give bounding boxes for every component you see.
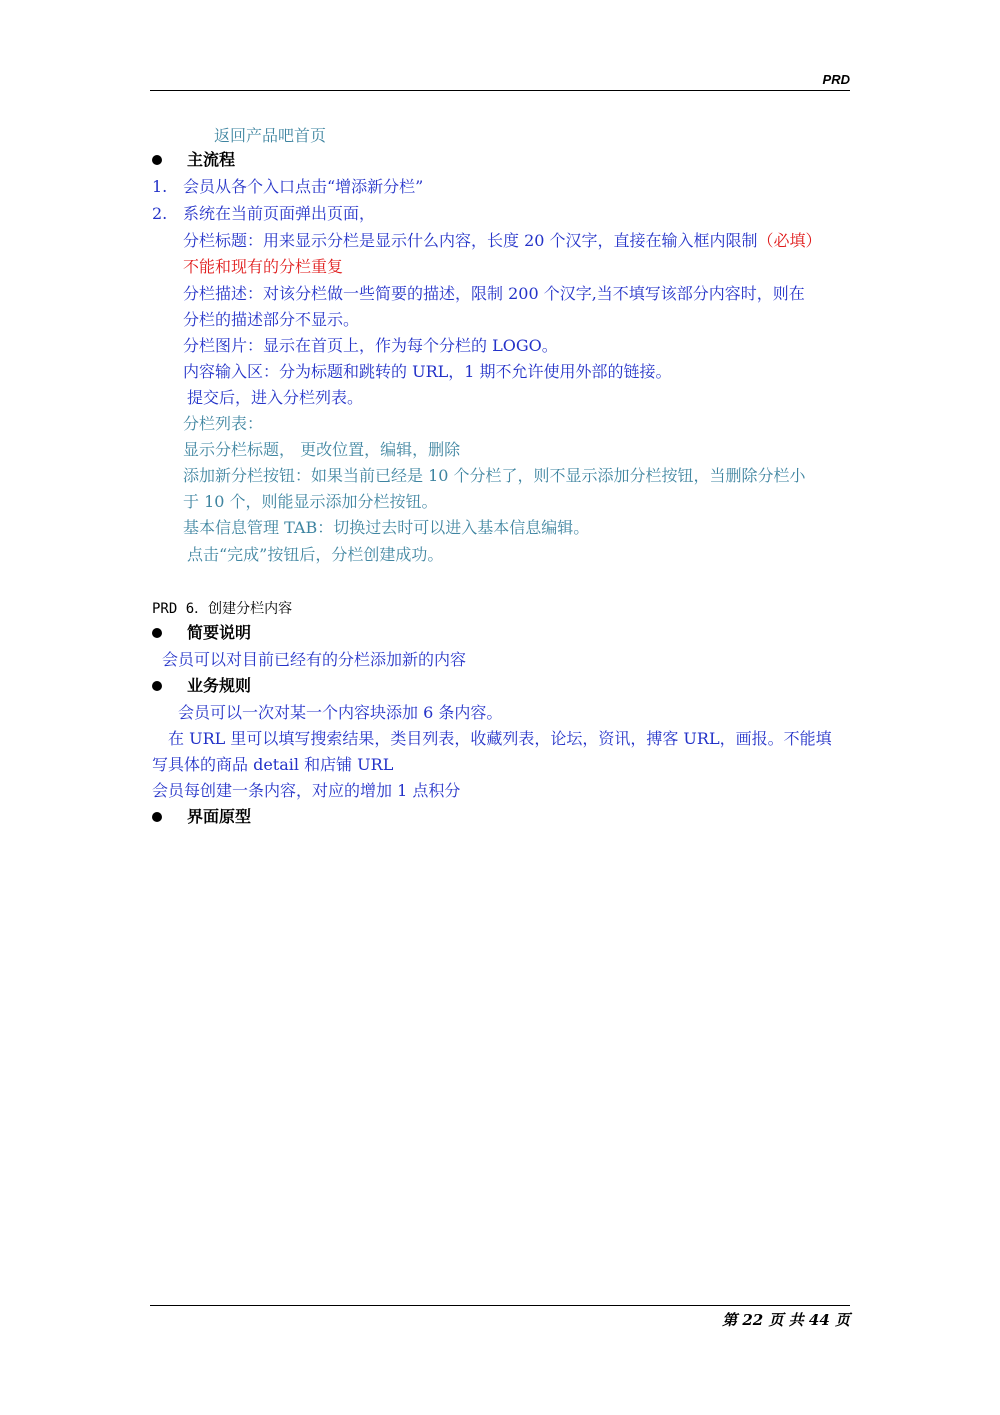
bullet-icon [152,155,162,165]
rule-3: 会员每创建一条内容，对应的增加 1 点积分 [152,781,461,800]
page-number: 第 22 页 共 44 页 [722,1311,850,1329]
column-title-desc: 分栏标题：用来显示分栏是显示什么内容，长度 20 个汉字，直接在输入框内限制 [183,231,758,250]
add-button-line-1: 添加新分栏按钮：如果当前已经是 10 个分栏了，则不显示添加分栏按钮，当删除分栏小 [183,466,806,485]
no-duplicate-note: 不能和现有的分栏重复 [183,257,344,276]
bullet-icon [152,628,162,638]
column-desc-line-2: 分栏的描述部分不显示。 [183,310,360,329]
main-flow-heading: 主流程 [187,150,236,169]
step-2-text: 系统在当前页面弹出页面， [183,204,376,223]
column-list-line: 显示分栏标题， 更改位置，编辑，删除 [183,440,461,459]
page-header [150,72,850,91]
step-1-text: 会员从各个入口点击“增添新分栏” [183,177,424,196]
bullet-icon [152,681,162,691]
required-note: （必填） [757,231,822,250]
back-to-home-link[interactable]: 返回产品吧首页 [214,126,327,145]
rule-2-line-1: 在 URL 里可以填写搜索结果，类目列表，收藏列表，论坛，资讯，搏客 URL，画报。不能填 [168,729,832,748]
column-title-rule [183,230,822,252]
submit-line: 提交后，进入分栏列表。 [187,388,364,407]
rules-heading: 业务规则 [187,676,252,695]
brief-text: 会员可以对目前已经有的分栏添加新的内容 [162,650,467,669]
footer-rule [150,1305,850,1306]
add-button-line-2: 于 10 个，则能显示添加分栏按钮。 [183,492,438,511]
step-1-number: 1. [152,177,168,196]
rule-1: 会员可以一次对某一个内容块添加 6 条内容。 [178,703,503,722]
step-2-number: 2. [152,204,168,223]
section-title: PRD 6．创建分栏内容 [152,601,293,617]
column-image-line: 分栏图片：显示在首页上，作为每个分栏的 LOGO。 [183,336,558,355]
content-input-line: 内容输入区：分为标题和跳转的 URL，1 期不允许使用外部的链接。 [183,362,672,381]
brief-heading: 简要说明 [187,623,252,642]
basic-info-tab-line: 基本信息管理 TAB：切换过去时可以进入基本信息编辑。 [183,518,590,537]
header-title: PRD [822,72,850,87]
column-list-heading: 分栏列表： [183,414,264,433]
done-line: 点击“完成”按钮后，分栏创建成功。 [187,545,444,564]
column-desc-line-1: 分栏描述：对该分栏做一些简要的描述，限制 200 个汉字,当不填写该部分内容时，则在 [183,284,805,303]
rule-2-line-2: 写具体的商品 detail 和店铺 URL [152,755,394,774]
ui-prototype-heading: 界面原型 [187,807,252,826]
bullet-icon [152,812,162,822]
